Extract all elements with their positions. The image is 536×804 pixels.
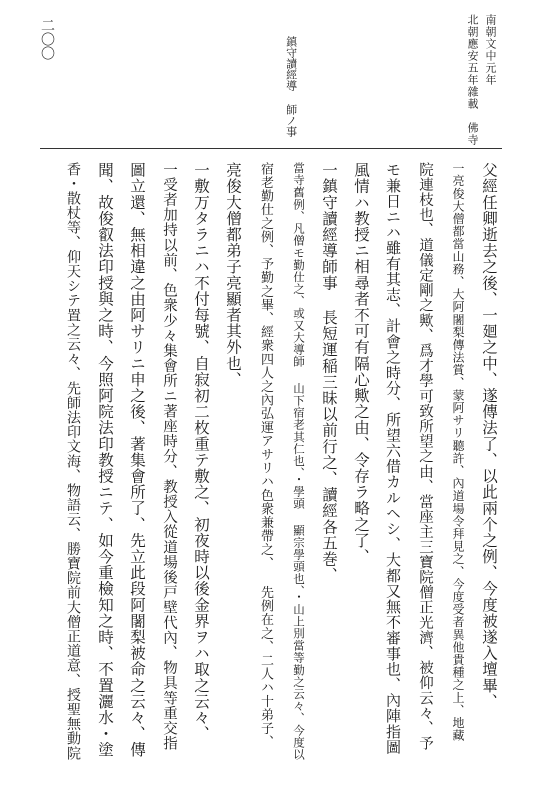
text-column-10: 一敷万タラニハ不付每號、自寂初二枚重テ敷之、初夜時以後金界ヲハ取之云々、 [192, 162, 210, 742]
text-column-7: 當寺舊例、凡僧モ勤仕之、或又大導師 山下宿老其仁也、・學頭 顯宗學頭也、・山上別當等勤之云々、今度以 [292, 162, 306, 761]
text-column-6: 一鎮守讀經導師事 長短運稲三昧以前行之、讀經各五巻、 [320, 162, 338, 584]
journal-header: 南朝文中元年 [484, 14, 497, 86]
text-column-12: 圖立還、無相違之由阿サリニ申之後、著集會所了、先立此段阿闍梨被命之云々、傳 [128, 162, 146, 758]
text-column-5: 風情ハ教授ニ相尋者不可有隔心歟之由、令存ラ略之了、 [352, 162, 370, 565]
text-column-3: 院連枝也、道儀定剛之歟、爲才學可致所望之由、當座主三寶院僧正光濟、被仰云々、予 [417, 162, 433, 751]
text-column-13: 聞、故俊叡法印授與之時、今照阿院法印教授ニテ、如今重檢知之時、不置灑水・塗 [96, 162, 114, 758]
page-number: 二〇〇 [39, 18, 55, 60]
record-header-visible: 北朝應安五年雜載 [466, 14, 479, 110]
text-column-14: 香・散杖等、仰天シテ置之云々、先師法印文海、物語云、勝寶院前大僧正道意、授聖無動院 [65, 162, 81, 761]
text-column-11: 一受者加持以前、色衆少々集會所ニ著座時分、教授入從道場後戸壁代內、物具等重交指 [161, 162, 177, 751]
text-column-9: 亮俊大僧都弟子亮顯者其外也、 [224, 162, 242, 388]
section-header: 佛寺 [466, 122, 479, 146]
marginal-title-line1: 鎮守讀經導 [284, 36, 298, 91]
text-column-4: モ兼日ニハ雖有其志、計會之時分、所望六借カルヘシ、大都又無不審事也、內陣指圖 [384, 162, 402, 755]
text-column-1: 父經任卿逝去之後、一廻之中、遂傳法了、以此兩个之例、今度被遂入壇畢、 [480, 162, 498, 710]
marginal-title-line2: 師ノ事 [284, 104, 298, 137]
text-column-8: 宿老勤仕之例、予勤之畢、經衆四人之內弘運アサリハ色衆兼帶之、 先例在之、二人ハ十弟子、 [258, 162, 273, 749]
text-column-2: 一亮俊大僧都當山務、大阿闍梨傳法賞、蒙阿サリ聽許、內道場令拜見之、今度受者異他貴種之上、地藏 [451, 162, 465, 742]
marginal-title [284, 36, 297, 156]
header-rule [40, 148, 502, 149]
